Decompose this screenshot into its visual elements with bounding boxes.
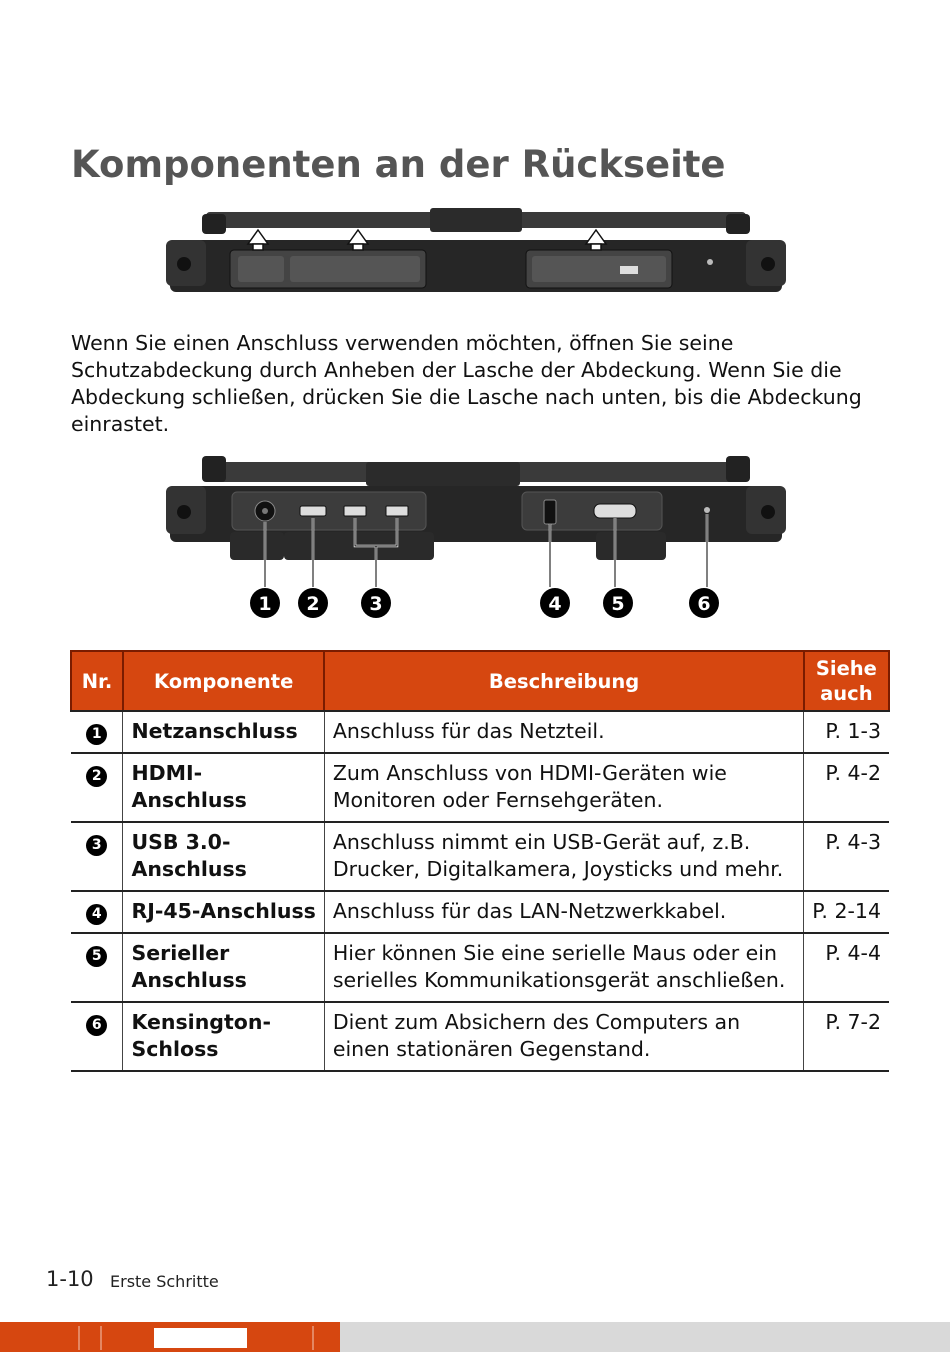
component-name: HDMI-Anschluss [123, 753, 324, 822]
callout-4: 4 [548, 593, 562, 615]
page-reference: P. 4-2 [804, 753, 889, 822]
header-description: Beschreibung [324, 651, 803, 711]
component-description: Hier können Sie eine serielle Maus oder ein serielles Kommunikationsgerät anschließen. [324, 933, 803, 1002]
footer-section-title: Erste Schritte [110, 1272, 219, 1291]
table-header-row [71, 651, 889, 711]
table-row [71, 711, 889, 753]
row-number-badge: 6 [86, 1015, 107, 1036]
laptop-rear-closed-figure [166, 208, 786, 302]
component-description: Anschluss nimmt ein USB-Gerät auf, z.B. Drucker, Digitalkamera, Joysticks und mehr. [324, 822, 803, 891]
table-row [71, 933, 889, 1002]
footer-bar-divider [78, 1326, 80, 1350]
component-description: Zum Anschluss von HDMI-Geräten wie Monitoren oder Fernsehgeräten. [324, 753, 803, 822]
component-name: RJ-45-Anschluss [123, 891, 324, 933]
callout-3: 3 [369, 593, 383, 615]
component-name: Kensington-Schloss [123, 1002, 324, 1071]
header-component: Komponente [123, 651, 324, 711]
intro-paragraph: Wenn Sie einen Anschluss verwenden möchten, öffnen Sie seine Schutzabdeckung durch Anheben der Lasche der Abdeckung. Wenn Sie die Abdeckung schließen, drücken Sie die Lasche nach unten, bis die Abdeckung einrastet. [71, 331, 862, 436]
footer-bar-marker [154, 1328, 247, 1348]
component-name: Serieller Anschluss [123, 933, 324, 1002]
header-see-also: Siehe auch [804, 651, 889, 711]
page-reference: P. 1-3 [804, 711, 889, 753]
row-number-badge: 2 [86, 766, 107, 787]
row-number-badge: 4 [86, 904, 107, 925]
laptop-rear-open-figure [166, 452, 786, 622]
component-name: Netzanschluss [123, 711, 324, 753]
page-reference: P. 4-3 [804, 822, 889, 891]
table-row [71, 753, 889, 822]
callout-2: 2 [306, 593, 320, 615]
table-row [71, 822, 889, 891]
components-table [70, 650, 890, 1072]
row-number-badge: 3 [86, 835, 107, 856]
row-number-badge: 1 [86, 724, 107, 745]
footer-bar-divider [312, 1326, 314, 1350]
page-title: Komponenten an der Rückseite [71, 143, 726, 186]
header-nr: Nr. [71, 651, 123, 711]
page-reference: P. 4-4 [804, 933, 889, 1002]
page-reference: P. 2-14 [804, 891, 889, 933]
footer-page-number: 1-10 [46, 1267, 94, 1291]
component-description: Dient zum Absichern des Computers an einen stationären Gegenstand. [324, 1002, 803, 1071]
page-reference: P. 7-2 [804, 1002, 889, 1071]
callout-6: 6 [697, 593, 711, 615]
row-number-badge: 5 [86, 946, 107, 967]
callout-1: 1 [258, 593, 272, 615]
callout-5: 5 [611, 593, 625, 615]
footer-bar-divider [100, 1326, 102, 1350]
component-description: Anschluss für das Netzteil. [324, 711, 803, 753]
component-name: USB 3.0-Anschluss [123, 822, 324, 891]
table-row [71, 1002, 889, 1071]
table-row [71, 891, 889, 933]
component-description: Anschluss für das LAN-Netzwerkkabel. [324, 891, 803, 933]
